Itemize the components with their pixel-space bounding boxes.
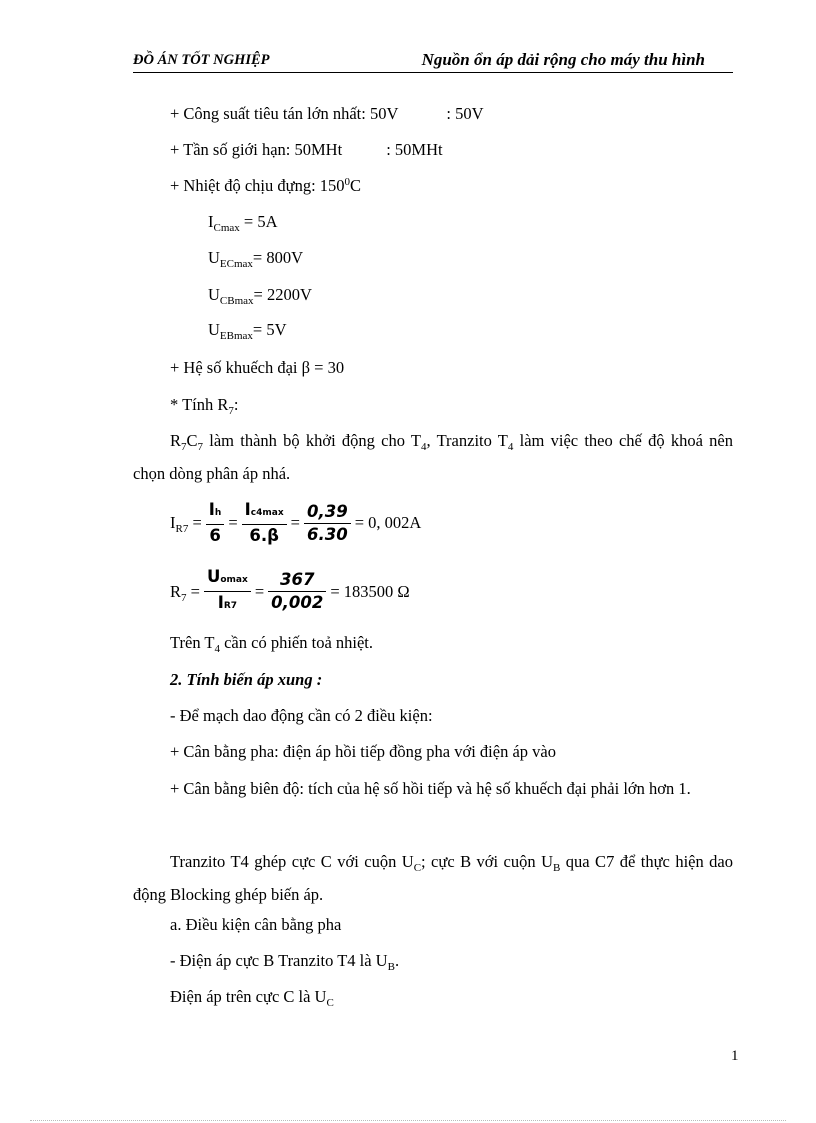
page-header bbox=[133, 50, 733, 73]
phase-balance-condition: a. Điều kiện cân bằng pha bbox=[170, 915, 342, 934]
spec-ucb-max: $U_{CBmax}= 2200V$ bbox=[208, 285, 312, 307]
header-left-title: ĐỒ ÁN TỐT NGHIỆP bbox=[133, 52, 270, 68]
spec-ic-max: $I_{Cmax} = 5A$ bbox=[208, 212, 278, 234]
header-right-title: Nguồn ổn áp dải rộng cho máy thu hình bbox=[421, 50, 705, 69]
section-2-title: 2. Tính biến áp xung : bbox=[170, 670, 323, 689]
fraction-uomax-over-ir7: $\frac{Uomax}{IR7}$ bbox=[204, 567, 251, 616]
heatsink-note: Trên $T_4$ cần có phiến toả nhiệt. bbox=[170, 633, 374, 655]
tranzito-paragraph: Tranzito T4 ghép cực C với cuộn $U_C$; cực B với cuộn $U_B$ qua C7 để thực hiện dao động Blocking ghép biến áp. bbox=[133, 852, 734, 904]
r7-paragraph: $R_7C_7$ làm thành bộ khởi động cho $T_4$, Tranzito $T_4$ làm việc theo chế độ khoá nên chọn dòng phân áp nhá. bbox=[133, 431, 733, 483]
spec-ueb-max: $U_{EBmax}= 5V$ bbox=[208, 320, 287, 342]
equation-ir7: $I_{R7}$ = $\frac{Ih}{6}$ = $\frac{Ic4\max}{6.\beta}$ = $\frac{0,39}{6.30}$ = 0, 002A bbox=[170, 500, 422, 545]
spec-gain: + Hệ số khuếch đại β = 30 bbox=[170, 358, 345, 377]
section-2-line-3: + Cân bằng biên độ: tích của hệ số hồi tiếp và hệ số khuếch đại phải lớn hơn 1. bbox=[170, 779, 691, 798]
equation-r7: $R_7$ = $\frac{Uomax}{IR7}$ = $\frac{367}{0,002}$ = 183500 Ω bbox=[170, 567, 410, 616]
base-voltage-line: - Điện áp cực B Tranzito T4 là $U_B$. bbox=[170, 951, 400, 973]
section-2-line-1: - Để mạch dao động cần có 2 điều kiện: bbox=[170, 706, 433, 725]
spec-frequency: + Tần số giới hạn: 50MHt : 50MHt bbox=[170, 140, 443, 159]
fraction-367-over-0002: $\frac{367}{0,002}$ bbox=[268, 570, 326, 613]
r7-heading: * Tính $R_7$: bbox=[170, 395, 239, 417]
fraction-ic4max-over-6beta: $\frac{Ic4\max}{6.\beta}$ bbox=[242, 500, 287, 546]
section-2-line-2: + Cân bằng pha: điện áp hồi tiếp đồng pha với điện áp vào bbox=[170, 742, 556, 761]
fraction-ih-over-6: $\frac{Ih}{6}$ bbox=[206, 500, 225, 546]
page-number: 1 bbox=[731, 1048, 739, 1064]
spec-power: + Công suất tiêu tán lớn nhất: 50V : 50V bbox=[170, 104, 484, 123]
fraction-039-over-630: $\frac{0,39}{6.30}$ bbox=[304, 502, 351, 545]
collector-voltage-line: Điện áp trên cực C là $U_C$ bbox=[170, 987, 334, 1009]
page-bottom-divider bbox=[30, 1120, 786, 1121]
spec-temperature: + Nhiệt độ chịu đựng: $150^0C$ bbox=[170, 176, 362, 195]
spec-uec-max: $U_{ECmax}= 800V$ bbox=[208, 248, 304, 270]
